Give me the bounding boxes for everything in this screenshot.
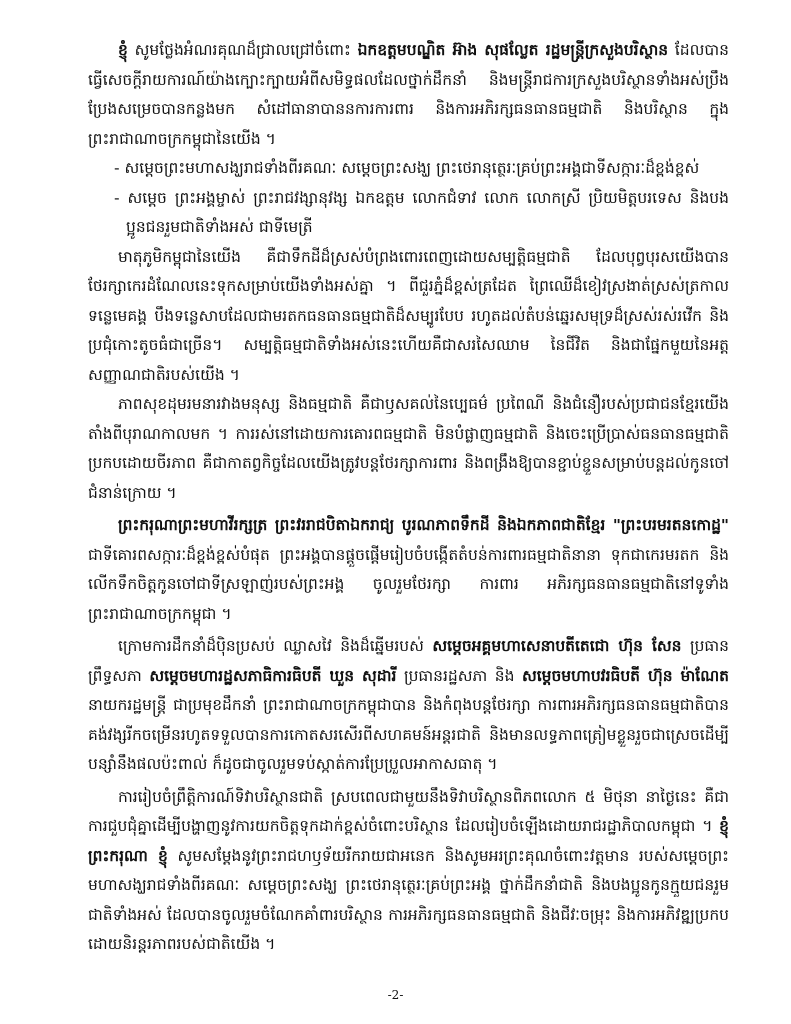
p6-text-1: ការរៀបចំព្រឹត្តិការណ៍ទិវាបរិស្ថានជាតិ ស្របពេលជាមួយនឹងទិវាបរិស្ថានពិភពលោក ៥ មិថុនា នាថ្ងៃនេះ គឺជាការជួបជុំគ្នាដើម្បីបង្ហាញនូវការយកចិត្តទុកដាក់ខ្ពស់ចំពោះបរិស្ថាន ដែលរៀបចំឡើងដោយរាជរដ្ឋាភិបាលកម្ពុជា ។ (88, 787, 729, 835)
paragraph-6 (88, 783, 729, 960)
p4-text-1: ជាទីគោរពសក្ការៈដ៏ខ្ពង់ខ្ពស់បំផុត ព្រះអង្គបានផ្តួចផ្តើមរៀបចំបង្កើតតំបន់ការពារធម្មជាតិនានា ទុកជាកេរមរតក និងលើកទឹកចិត្តកូនចៅជាទីស្រឡាញ់របស់ព្រះអង្គ ចូលរួមថែរក្សា ការពារ អភិរក្សធនធានធម្មជាតិនៅទូទាំងព្រះរាជាណាចក្រកម្ពុជា ។ (88, 545, 729, 623)
p5-name-2: សម្តេចមហារដ្ឋសភាធិការធិបតី ឃួន សុដារី (149, 666, 397, 685)
p6-bold-1: ខ្ញុំព្រះករុណា ខ្ញុំ (88, 817, 729, 865)
paragraph-1 (88, 36, 729, 154)
salutation-item: - សម្តេច ព្រះអង្គម្ចាស់ ព្រះរាជវង្សានុវង្ស ឯកឧត្តម លោកជំទាវ លោក លោកស្រី ប្រិយមិត្តបរទេស និងបងប្អូនជនរួមជាតិទាំងអស់ ជាទីមេត្រី (114, 188, 729, 236)
p5-text-2: ប្រធានព្រឹទ្ធសភា (88, 637, 730, 685)
page-number: -2- (387, 988, 404, 1002)
paragraph-3: ភាពសុខដុមរមនារវាងមនុស្ស និងធម្មជាតិ គឺជាឫសគល់នៃប្បេធម៌ ប្រពៃណី និងជំនឿរបស់ប្រជាជនខ្មែរយើងតាំងពីបុរាណកាលមក ។ ការរស់នៅដោយការគោរពធម្មជាតិ មិនបំផ្លាញធម្មជាតិ និងចេះប្រើប្រាស់ធនធានធម្មជាតិប្រកបដោយចីរភាព គឺជាកាតព្វកិច្ចដែលយើងត្រូវបន្តថែរក្សាការពារ និងពង្រឹងឱ្យបានខ្ជាប់ខ្ជួនសម្រាប់បន្តដល់កូនចៅជំនាន់ក្រោយ ។ (88, 395, 729, 502)
p5-text-3: ប្រធានរដ្ឋសភា និង (396, 666, 522, 685)
p5-name-3: សម្តេចមហាបវរធិបតី ហ៊ុន ម៉ាណែត (521, 666, 729, 685)
p5-text-1: ក្រោមការដឹកនាំដ៏ប៉ិនប្រសប់ ឈ្លាសវៃ និងដ៏ឆ្នើមរបស់ (118, 637, 433, 655)
p6-text-2: សូមសម្តែងនូវព្រះរាជហឫទ័យរីករាយជាអនេក និងសូមអរព្រះគុណចំពោះវត្តមាន របស់សម្តេចព្រះមហាសង្ឃរាជទាំងពីរគណៈ សម្តេចព្រះសង្ឃ ព្រះថេរានុត្ថេរៈគ្រប់ព្រះអង្គ ថ្នាក់ដឹកនាំជាតិ និងបងប្អូនកូនក្មួយជនរួមជាតិទាំងអស់ ដែលបានចូលរួមចំណែកគាំពារបរិស្ថាន ការអភិរក្សធនធានធម្មជាតិ និងជីវៈចម្រុះ និងការអភិវឌ្ឍប្រកបដោយនិរន្តរភាពរបស់ជាតិយើង ។ (88, 846, 729, 953)
salutation-item: - សម្តេចព្រះមហាសង្ឃរាជទាំងពីរគណៈ សម្តេចព្រះសង្ឃ ព្រះថេរានុត្ថេរៈគ្រប់ព្រះអង្គជាទីសក្ការៈដ៏ខ្ពង់ខ្ពស់ (114, 159, 700, 177)
paragraph-5 (88, 632, 729, 780)
p5-text-4: នាយករដ្ឋមន្ត្រី ជាប្រមុខដឹកនាំ ព្រះរាជាណាចក្រកម្ពុជាបាន និងកំពុងបន្តថែរក្សា ការពារអភិរក្សធនធានធម្មជាតិបានគង់វង្សរីកចម្រើនរហូតទទួលបានការកោតសរសើរពីសហគមន៍អន្តរជាតិ និងមានលទ្ធភាពត្រៀមខ្លួនរួចជាស្រេចដើម្បីបន្សាំនឹងផលប៉ះពាល់ ក៏ដូចជាចូលរួមទប់ស្កាត់ការប្រែប្រួលអាកាសធាតុ ។ (88, 696, 729, 773)
salutation-list (88, 154, 729, 243)
p1-text-1: សូមថ្លែងអំណរគុណដ៏ជ្រាលជ្រៅចំពោះ (127, 41, 358, 59)
p1-lead-bold: ខ្ញុំ (118, 41, 128, 59)
p5-name-1: សម្តេចអគ្គមហាសេនាបតីតេជោ ហ៊ុន សែន (432, 637, 682, 655)
paragraph-4 (88, 511, 729, 629)
p1-minister-name: ឯកឧត្តមបណ្ឌិត អ៊ាង សុផល្លែត រដ្ឋមន្ត្រីក្រសួងបរិស្ថាន (357, 41, 669, 59)
paragraph-2: មាតុភូមិកម្ពុជានៃយើង គឺជាទឹកដីដ៏ស្រស់បំព្រងពោរពេញដោយសម្បត្តិធម្មជាតិ ដែលបុព្វបុរសយើងបានថែរក្សាកេរដំណែលនេះទុកសម្រាប់យើងទាំងអស់គ្នា ។ ពីជួរភ្នំដ៏ខ្ពស់ត្រដែត ព្រៃឈើដ៏ខៀវស្រងាត់ស្រស់ត្រកាល ទន្លេមេគង្គ បឹងទន្លេសាបដែលជាមរតកធនធានធម្មជាតិដ៏សម្បូរបែប រហូតដល់តំបន់ឆ្នេរសមុទ្រដ៏ស្រស់រស់រវើក និងប្រជុំកោះតូចធំជាច្រើន។ សម្បត្តិធម្មជាតិទាំងអស់នេះហើយគឺជាសរសៃឈាម នៃជីវិត និងជាផ្នែកមួយនៃអត្តសញ្ញាណជាតិរបស់យើង ។ (88, 247, 729, 384)
p1-text-2: ដែលបានធ្វើសេចក្តីរាយការណ៍យ៉ាងក្បោះក្បាយអំពីសមិទ្ធផលដែលថ្នាក់ដឹកនាំ និងមន្ត្រីរាជការក្រសួងបរិស្ថានទាំងអស់ប្រឹងប្រែងសម្រេចបានកន្លងមក សំដៅធានាបាននការការពារ និងការអភិរក្សធនធានធម្មជាតិ និងបរិស្ថាន ក្នុងព្រះរាជាណាចក្រកម្ពុជានៃយើង ។ (88, 41, 729, 148)
p4-king-title: ព្រះករុណាព្រះមហាវីរក្សត្រ ព្រះវររាជបិតាឯករាជ្យ បូរណភាពទឹកដី និងឯកភាពជាតិខ្មែរ "ព្រះបរមរតនកោដ្ឋ" (118, 516, 729, 534)
